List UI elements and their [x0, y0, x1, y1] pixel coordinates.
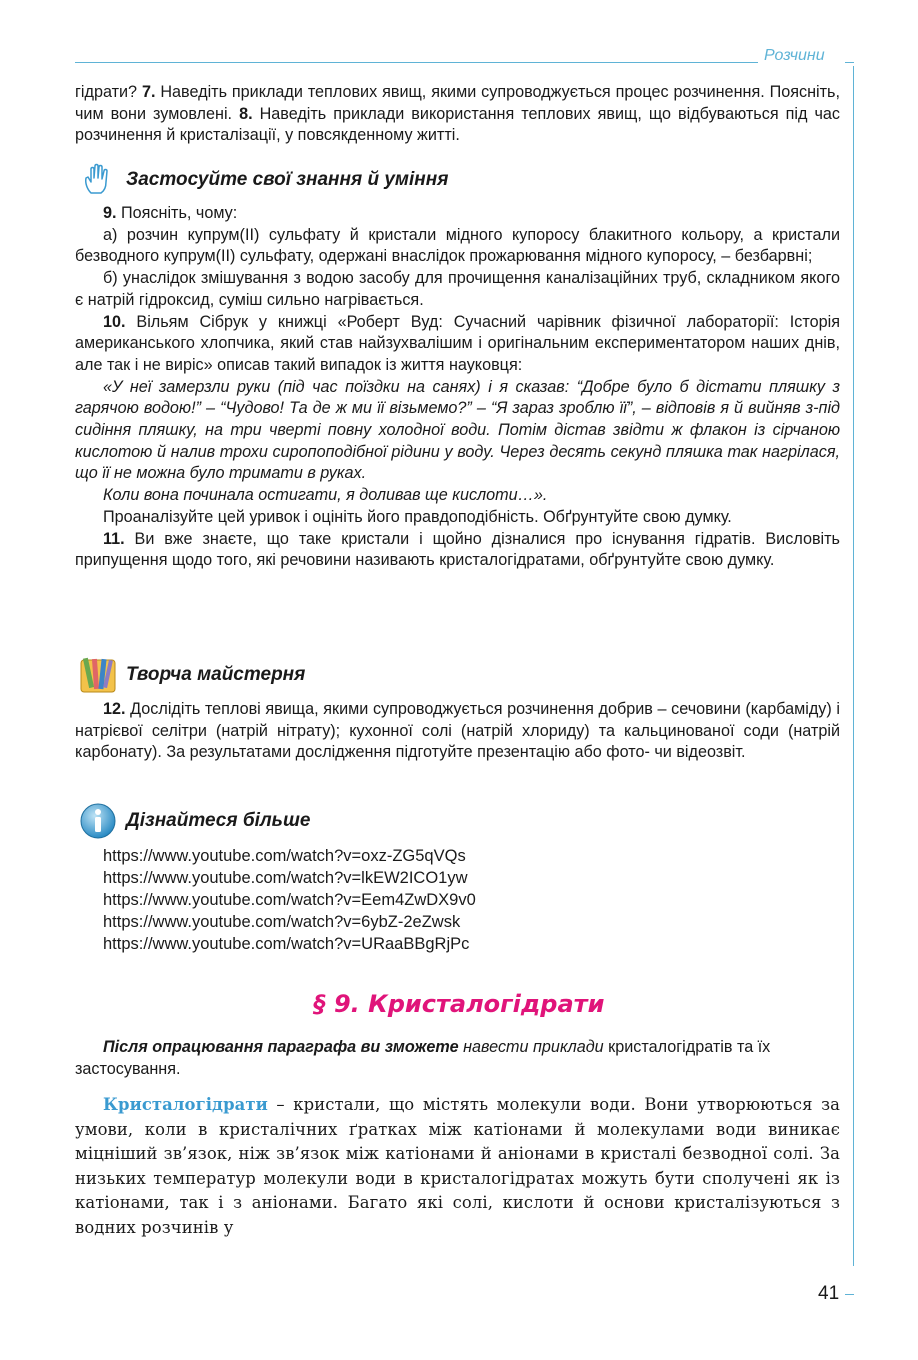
creative-section-header	[78, 657, 305, 693]
question-9b: б) унаслідок змішування з водою засобу для прочищення каналізаційних труб, складником якого є натрій гідроксид, суміш сильно нагрівається.	[75, 269, 840, 309]
more-section-header	[78, 803, 310, 839]
question-8-number: 8.	[239, 104, 253, 123]
question-9-number: 9.	[103, 204, 117, 222]
learning-goals	[75, 1036, 840, 1080]
question-10-quote-end: Коли вона починала остигати, я доливав ще кислоти…».	[103, 486, 548, 505]
question-10-task: Проаналізуйте цей уривок і оцініть його правдоподібність. Обґрунтуйте свою думку.	[103, 507, 732, 526]
question-9a: а) розчин купрум(ІІ) сульфату й кристали мідного купоросу блакитного кольору, а кристали безводного купрум(ІІ) сульфату, одержані внаслідок прожарювання мідного купоросу, – безбарвні;	[75, 225, 840, 266]
intro-text-2: Наведіть приклади теплових явищ, якими супроводжується процес розчинення. Поясніть, чим вони зумовлені.	[75, 83, 840, 123]
goals-verb: навести приклади	[458, 1038, 604, 1056]
goals-lead: Після опрацювання параграфа ви зможете	[103, 1038, 459, 1056]
intro-paragraph	[75, 82, 840, 147]
video-link[interactable]: https://www.youtube.com/watch?v=6ybZ-2eZwsk	[103, 913, 461, 931]
term-crystallohydrates: Кристалогідрати	[103, 1095, 268, 1114]
apply-section-title: Застосуйте свої знання й уміння	[126, 169, 449, 190]
pencils-icon	[78, 657, 118, 693]
video-links-list	[103, 845, 476, 955]
running-header: Розчини	[764, 47, 825, 64]
video-link[interactable]: https://www.youtube.com/watch?v=Eem4ZwDX9v0	[103, 891, 476, 909]
info-icon	[78, 803, 118, 839]
question-11-text: Ви вже знаєте, що таке кристали і щойно дізналися про існування гідратів. Висловіть припущення щодо того, які речовини називають кристалогідратами, обґрунтуйте свою думку.	[75, 529, 840, 570]
question-7-number: 7.	[141, 83, 156, 101]
question-9-text: Поясніть, чому:	[116, 204, 238, 222]
intro-text-1: гідрати?	[75, 83, 142, 101]
page-number-tick	[845, 1294, 854, 1295]
question-10-text: Вільям Сібрук у книжці «Роберт Вуд: Сучасний чарівник фізичної лабораторії: Історія американського хлопчика, який став найзухвалішим і оригінальним експериментатором наших днів, але так і не виріс» описав такий випадок із життя науковця:	[75, 312, 840, 374]
header-corner	[845, 62, 854, 63]
video-link[interactable]: https://www.youtube.com/watch?v=lkEW2ICO1yw	[103, 869, 468, 887]
question-10-number: 10.	[103, 312, 126, 331]
apply-section-header	[78, 162, 448, 198]
hand-icon	[78, 162, 118, 198]
definition-text: – кристали, що містять молекули води. Вони утворюються за умови, коли в кристалічних ґратках між катіонами й молекулами води виникає міцніший зв’язок, ніж зв’язок між катіонами й аніонами в кристалі безводної солі. За низьких температур молекули води в кристалогідратах можуть бути сполучені як із катіонами, так і з аніонами. Багато які солі, кислоти й основи кристалізуються з водних розчинів у	[75, 1095, 840, 1237]
more-section-title: Дізнайтеся більше	[126, 810, 311, 831]
page-number: 41	[818, 1283, 840, 1304]
question-10-quote: «У неї замерзли руки (під час поїздки на санях) і я сказав: “Добре було б дістати пляшку з гарячою водою!” – “Чудово! Та де ж ми її візьмемо?” – “Я зараз зроблю її”, – відповів я й вийняв з-під сидіння пляшку, на три чверті повну холодної води. Потім дістав звідти ж флакон із сірчаною кислотою й налив трохи сиропоподібної рідини у воду. Через десять секунд пляшка так нагрілася, що її не можна було тримати в руках.	[75, 377, 840, 483]
margin-rule	[853, 66, 854, 1266]
paragraph-title: § 9. Кристалогідрати	[313, 990, 605, 1018]
definition-paragraph	[75, 1093, 840, 1241]
header-rule	[75, 62, 758, 63]
video-link[interactable]: https://www.youtube.com/watch?v=oxz-ZG5qVQs	[103, 847, 466, 865]
creative-section-title: Творча майстерня	[126, 664, 306, 685]
question-12-text: Дослідіть теплові явища, якими супроводжується розчинення добрив – сечовини (карбаміду) і натрієвої селітри (натрій нітрату); кухонної солі (натрій хлориду) та кальцинованої соди (натрій карбонату). За результатами дослідження підготуйте презентацію або фото- чи відеозвіт.	[75, 700, 840, 762]
creative-section-body	[75, 699, 840, 764]
apply-section-body	[75, 203, 840, 572]
video-link[interactable]: https://www.youtube.com/watch?v=URaaBBgRjPc	[103, 935, 470, 953]
goals-rest: кристалогідратів та їх застосування.	[75, 1038, 771, 1078]
question-12-number: 12.	[103, 700, 126, 718]
intro-text-3: Наведіть приклади використання теплових явищ, що відбуваються під час розчинення й кристалізації, у повсякденному житті.	[75, 104, 840, 145]
question-11-number: 11.	[103, 529, 125, 548]
